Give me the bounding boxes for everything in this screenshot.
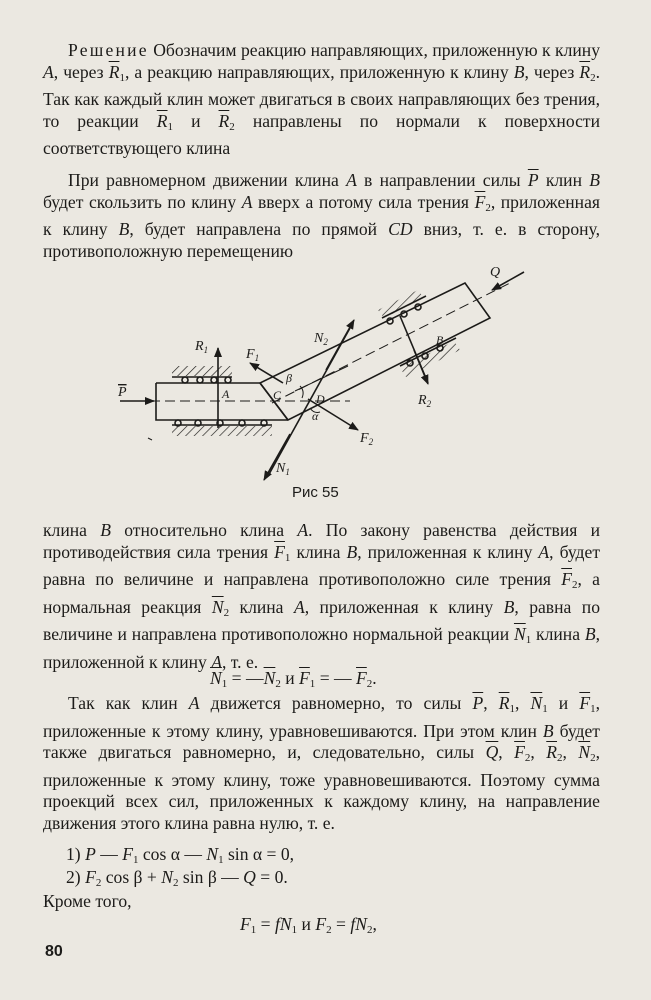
label-q: Q: [490, 265, 501, 280]
label-d: D: [316, 392, 325, 406]
besides-text: Кроме того,: [43, 891, 132, 911]
guide-a-top-hatch: [172, 366, 232, 376]
label-n2: $N_2$: [314, 331, 328, 347]
label-beta: β: [286, 371, 292, 385]
label-f1: $F_1$: [246, 347, 260, 363]
guide-a-bottom-hatch: [172, 426, 272, 436]
equation-2: 2) $F_2$ $\cos \beta + N_2$ sin β — Q = 0.: [66, 867, 288, 889]
wedge-diagram: [100, 258, 540, 483]
paragraph-equilibrium: Так как клин A движется равномерно, то силы $\overline{P}$, $\overline{R}_1$, $\overline{N}_1$ и $\overline{F}_1$, приложенные к этому клину, уравновешиваются. При этом клин B будет также двигаться равномерно, и, следовательно, силы $\overline{Q}$, $\overline{F}_2$, $\overline{R}_2$, $\overline{N}_2$, приложенные к этому клину, тоже уравновешиваются. Поэтому сумма проекций всех сил, приложенных к каждому клину, на направление движения этого клина равна нулю, т. е.: [43, 693, 601, 833]
label-b: B: [436, 333, 444, 347]
solution-lead: Решение: [68, 40, 149, 60]
figure-caption: Рис 55: [292, 484, 339, 501]
label-p: P: [118, 385, 127, 400]
label-n1: $N_1$: [276, 461, 290, 477]
label-a: A: [222, 387, 230, 401]
cd-line: [295, 366, 348, 391]
label-c: C: [273, 388, 282, 402]
equation-reactions: $\overline{N}_1$ = $—\overline{N}_2$ и $\overline{F}_1$ = — $\overline{F}_2$.: [210, 668, 377, 690]
page-number: 80: [45, 943, 63, 960]
label-r2: $R_2$: [418, 393, 432, 409]
equation-1: 1) P — $F_1$ cos α — $N_1$ sin α = 0,: [66, 844, 295, 866]
paragraph-action-reaction: клина B относительно клина A. По закону равенства действия и противодействия сила трения $\overline{F}_1$ клина B, приложенная к клину A, будет равна по величине и направлена противоположно силе трения $\overline{F}_2$, а нормальная реакция $\overline{N}_2$ клина A, приложенная к клину B, равна по величине и направлена противоположно нормальной реакции $\overline{N}_1$ клина B, приложенной к клину A, т. е.: [43, 520, 601, 672]
label-f2: $F_2$: [360, 431, 374, 447]
label-alpha: α: [312, 409, 319, 423]
label-r1: $R_1$: [195, 339, 209, 355]
equation-friction: $F_1 = fN_1$ и $F_2 = fN_2$,: [240, 914, 377, 936]
paragraph-uniform-motion: При равномерном движении клина A в направлении силы $\overline{P}$ клин B будет скользить по клину A вверх а потому сила трения $\overline{F}_2$, приложенная к клину B, будет направлена по прямой CD вниз, т. е. в сторону, противоположную перемещению: [43, 170, 600, 261]
force-n2-arrow: [326, 320, 354, 370]
paragraph-solution: Решение Обозначим реакцию направляющих, приложенную к клину A, через $\overline{R}_1$, а реакцию направляющих, приложенную к клину B, через $\overline{R}_2$. Так как каждый клин может двигаться в своих направляющих без трения, то реакции $\overline{R}_1$ и $\overline{R}_2$ направлены по нормали к поверхности соответствующего клина: [43, 40, 601, 159]
